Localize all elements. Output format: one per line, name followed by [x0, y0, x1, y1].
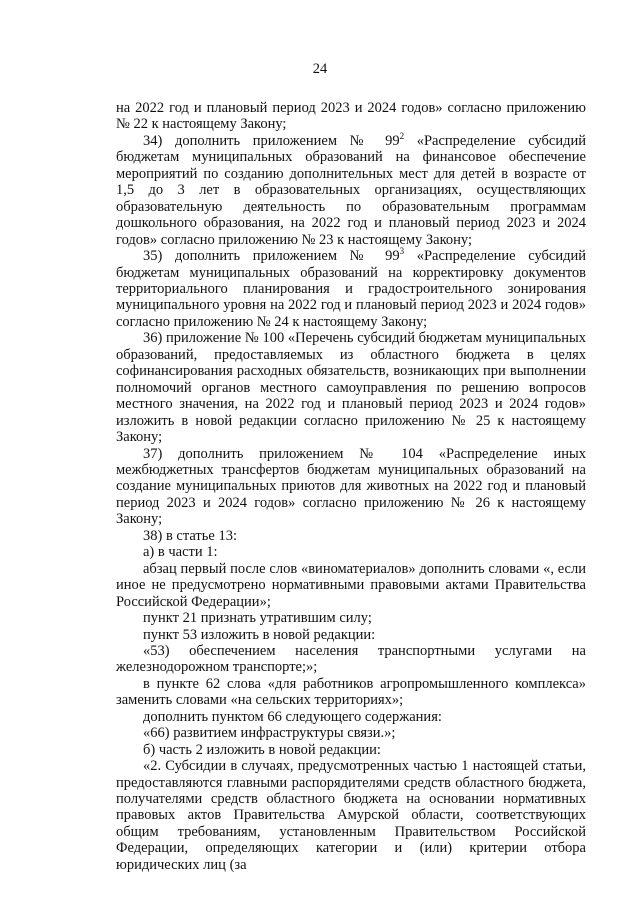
paragraph-abzac-first: абзац первый после слов «виноматериалов» дополнить словами «, если иное не предусмотрено нормативными правовыми актами Правительства Российской Федерации»; [116, 560, 586, 610]
paragraph-34 [116, 130, 586, 248]
paragraph-37: 37) дополнить приложением № 104 «Распределение иных межбюджетных трансфертов бюджетам муниципальных образований на создание муниципальных приютов для животных на 2022 год и плановый период 2023 и 2024 годов» согласно приложению № 26 к настоящему Закону; [116, 445, 586, 528]
paragraph-34-rest: «Распределение субсидий бюджетам муниципальных образований на финансовое обеспечение мероприятий по созданию дополнительных мест для детей в возрасте от 1,5 до 3 лет в образовательных организациях, осуществляющих образовательную деятельность по образовательным программам дошкольного образования, на 2022 год и плановый период 2023 и 2024 годов» согласно приложению № 23 к настоящему Закону; [116, 132, 586, 248]
paragraph-punkt-62: в пункте 62 слова «для работников агропромышленного комплекса» заменить словами «на сельских территориях»; [116, 675, 586, 709]
paragraph-punkt-53: пункт 53 изложить в новой редакции: [143, 626, 376, 643]
superscript-2: 2 [399, 130, 405, 141]
paragraph-part-2: «2. Субсидии в случаях, предусмотренных частью 1 настоящей статьи, предоставляются главными распорядителями средств областного бюджета, получателями средств областного бюджета на основании нормативных правовых актов Правительства Амурской области, соответствующих общим требованиям, установленным Правительством Российской Федерации, определяющих категории и (или) критерии отбора юридических лиц (за [116, 758, 586, 873]
document-body [116, 100, 586, 873]
paragraph-35 [116, 248, 586, 330]
paragraph-38a: а) в части 1: [143, 544, 218, 561]
paragraph-punkt-21: пункт 21 признать утратившим силу; [143, 610, 372, 627]
paragraph-35-lead: 35) дополнить приложением № 99 [143, 248, 400, 265]
paragraph-punkt-53-text: «53) обеспечением населения транспортными услугами на железнодорожном транспорте;»; [116, 642, 586, 676]
paragraph-38: 38) в статье 13: [143, 527, 237, 544]
paragraph-36: 36) приложение № 100 «Перечень субсидий бюджетам муниципальных образований, предоставляемых из областного бюджета в целях софинансирования расходных обязательств, возникающих при выполнении полномочий органов местного самоуправления по решению вопросов местного значения, на 2022 год и плановый период 2023 и 2024 годов» изложить в новой редакции согласно приложению № 25 к настоящему Закону; [116, 330, 586, 446]
superscript-3: 3 [399, 246, 405, 257]
paragraph-38b: б) часть 2 изложить в новой редакции: [143, 741, 381, 758]
paragraph-punkt-66-text: «66) развитием инфраструктуры связи.»; [143, 725, 396, 742]
paragraph-35-rest: «Распределение субсидий бюджетам муниципальных образований на корректировку документов территориального планирования и градостроительного зонирования муниципального уровня на 2022 год и плановый период 2023 и 2024 годов» согласно приложению № 24 к настоящему Закону; [116, 248, 586, 330]
paragraph-1: на 2022 год и плановый период 2023 и 2024 годов» согласно приложению № 22 к настоящему Закону; [116, 100, 586, 133]
paragraph-34-lead: 34) дополнить приложением № 99 [143, 132, 400, 149]
page-number: 24 [312, 61, 328, 77]
paragraph-punkt-66: дополнить пунктом 66 следующего содержания: [143, 708, 442, 725]
